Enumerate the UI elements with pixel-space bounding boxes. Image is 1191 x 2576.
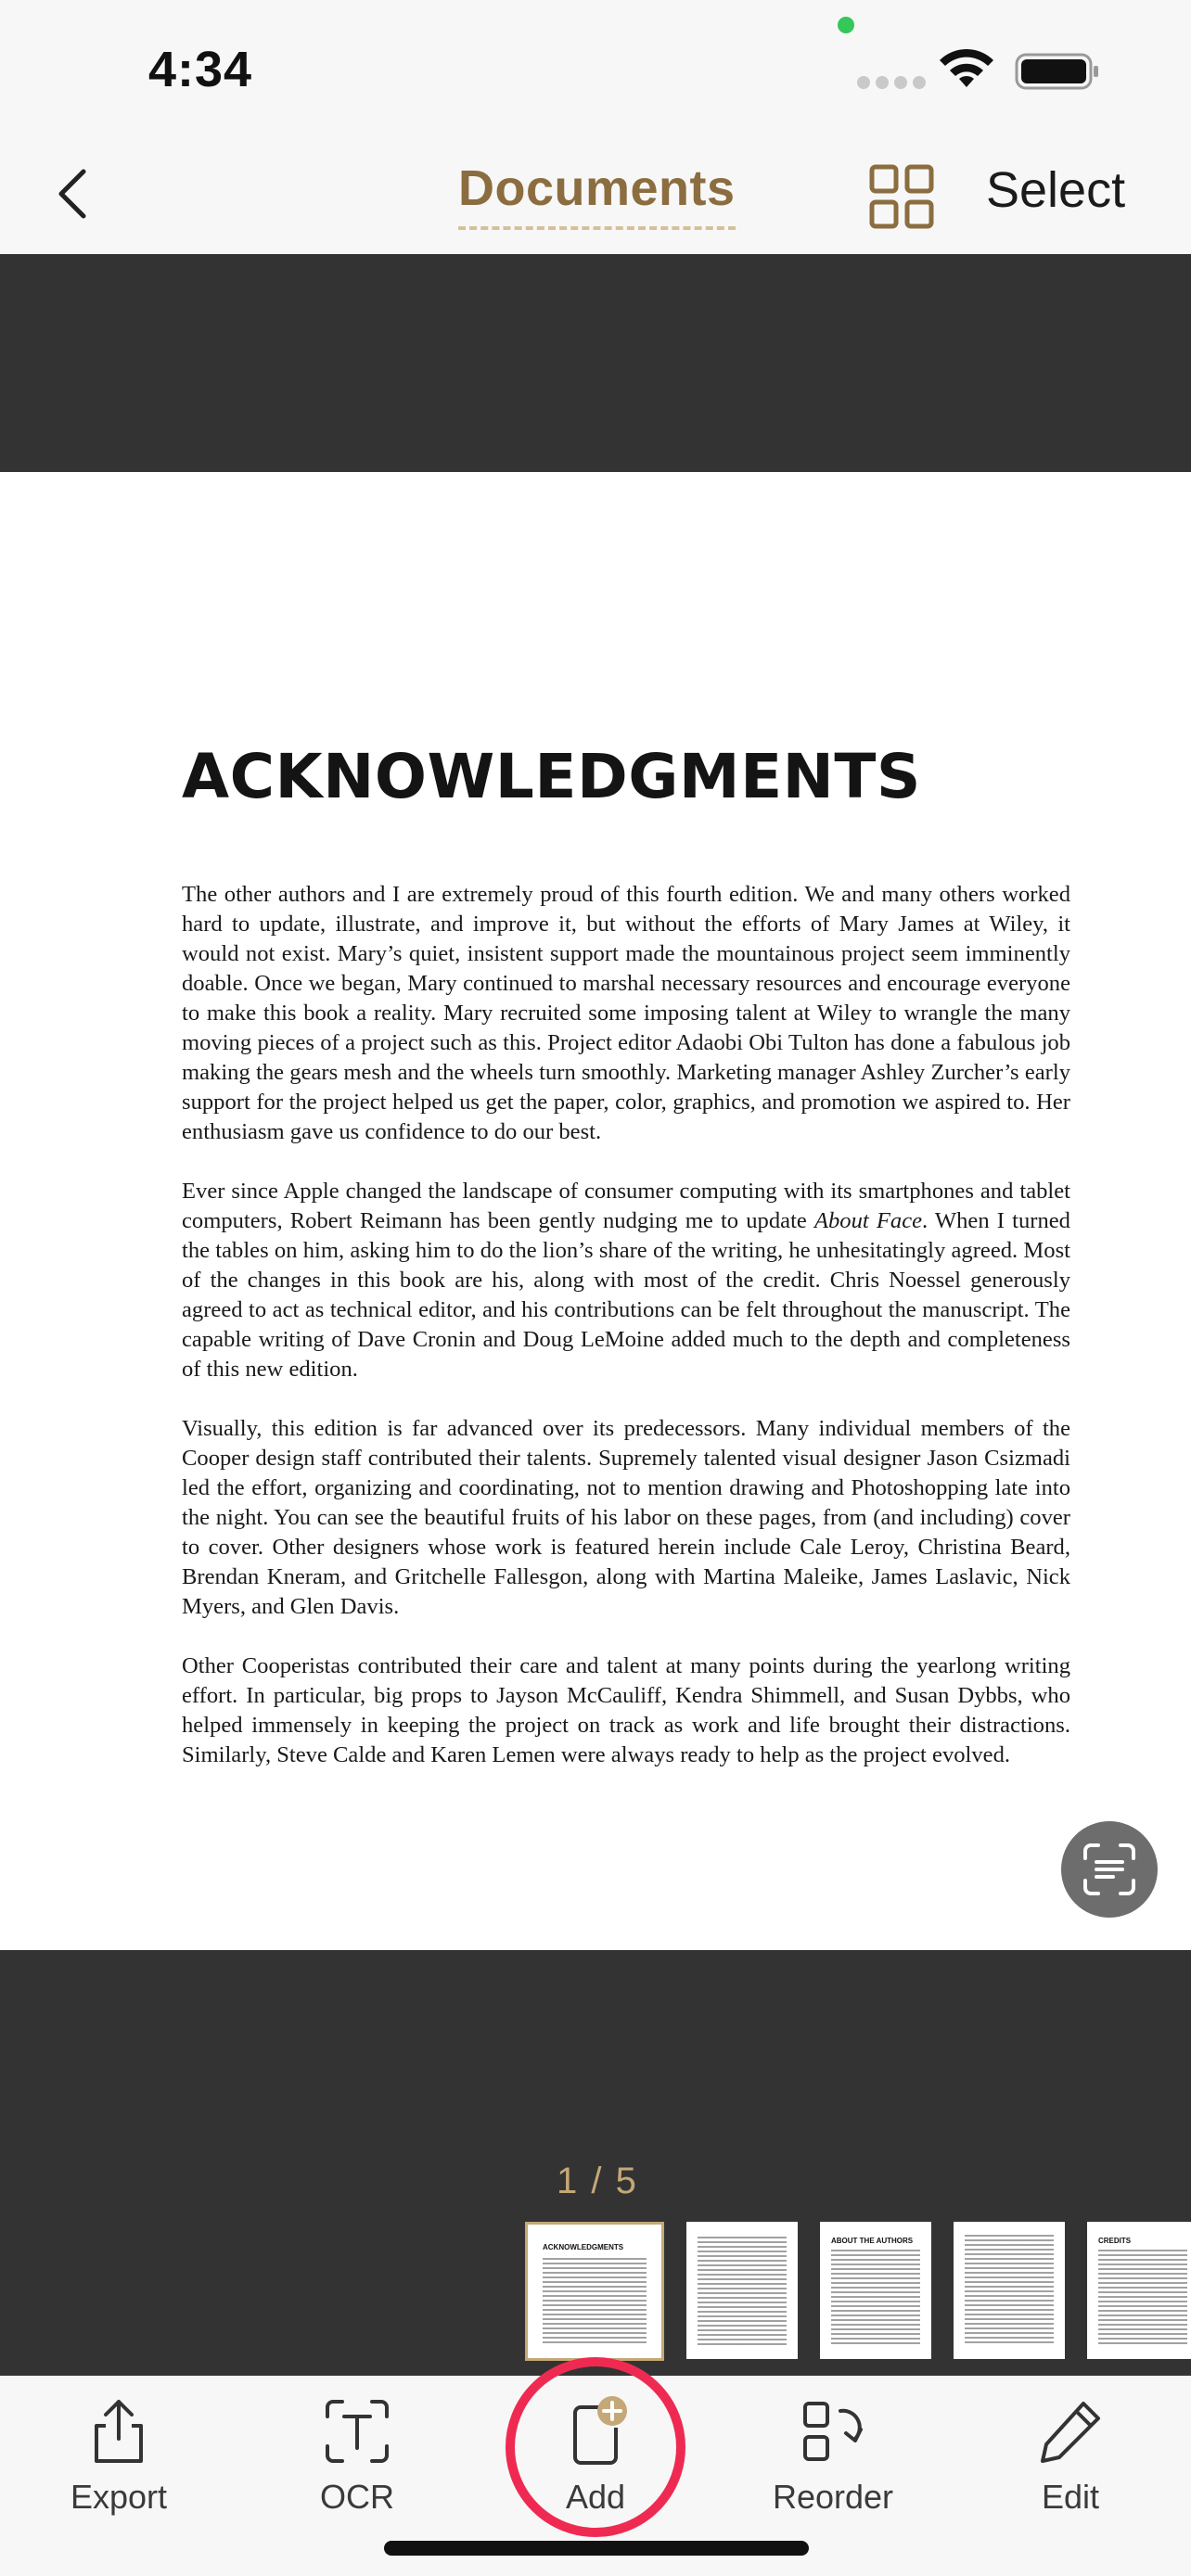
document-viewer[interactable] [0, 254, 1191, 2376]
pencil-icon [1035, 2396, 1106, 2467]
cellular-signal-icon [857, 76, 926, 89]
page-thumbnail-5[interactable] [1087, 2222, 1191, 2359]
share-icon [83, 2396, 154, 2467]
thumbnail-text-lines [543, 2258, 647, 2345]
document-heading: ACKNOWLEDGMENTS [182, 741, 921, 812]
select-button[interactable]: Select [986, 162, 1126, 218]
camera-indicator-icon [838, 17, 854, 33]
page-thumbnail-4[interactable] [954, 2222, 1065, 2359]
edit-label: Edit [1041, 2478, 1100, 2516]
wifi-icon [937, 46, 996, 91]
add-label: Add [565, 2478, 626, 2516]
battery-icon [1015, 52, 1100, 91]
page-thumbnail-strip[interactable] [525, 2222, 1191, 2361]
page-thumbnail-2[interactable] [686, 2222, 798, 2359]
paragraph: Visually, this edition is far advanced over its predecessors. Many individual members of the Cooper design staff contributed their talents. Supremely talented visual designer Jason Csizmadi led the effort, organizing and coordinating, not to mention drawing and Photoshopping late into the night. You can see the beautiful fruits of his labor on these pages, from (and including) cover to cover. Other designers whose work is featured herein include Cale Leroy, Christina Beard, Brendan Kneram, and Gritchelle Fallesgon, along with Martina Maleike, James Laslavic, Nick Myers, and Glen Davis. [182, 1416, 1070, 1619]
thumbnail-title: CREDITS [1098, 2237, 1132, 2245]
add-button-highlight-circle [506, 2357, 685, 2537]
back-button[interactable] [45, 161, 100, 226]
thumbnail-text-lines [831, 2250, 920, 2346]
paragraph: Ever since Apple changed the landscape of consumer computing with its smartphones and tablet computers, Robert Reimann has been gently nudging me to update About Face. When I turned the tables on him, asking him to do the lion’s share of the writing, he unhesitatingly agreed. Most of the changes in this book are his, along with most of the credit. Chris Noessel generously agreed to act as technical editor, and his contributions can be felt throughout the manuscript. The capable writing of Dave Cronin and Doug LeMoine added much to the depth and completeness of this new edition. [182, 1179, 1070, 1382]
paragraph: Other Cooperistas contributed their care and talent at many points during the yearlong writing effort. In particular, big props to Jayson McCauliff, Kendra Shimmell, and Susan Dybbs, who helped immensely in keeping the project on track as work and life brought their distractions. Similarly, Steve Calde and Karen Lemen were always ready to help as the project evolved. [182, 1653, 1070, 1767]
thumbnail-text-lines [1098, 2250, 1187, 2346]
page-thumbnail-1[interactable] [525, 2222, 664, 2361]
text-recognition-button[interactable] [1061, 1821, 1158, 1918]
thumbnail-title: ABOUT THE AUTHORS [831, 2237, 914, 2245]
text-scan-icon [1082, 1842, 1137, 1897]
ocr-text-icon [322, 2396, 392, 2467]
book-title-emphasis: About Face [813, 1208, 923, 1233]
thumbnail-title: ACKNOWLEDGMENTS [543, 2243, 624, 2251]
thumbnail-text-lines [965, 2235, 1054, 2346]
documents-title-button[interactable]: Documents [458, 159, 736, 230]
chevron-left-icon [56, 168, 89, 220]
document-page[interactable] [0, 472, 1191, 1950]
home-indicator[interactable] [384, 2541, 809, 2556]
document-body [182, 880, 1070, 1800]
ocr-button[interactable] [264, 2396, 450, 2517]
reorder-button[interactable] [740, 2396, 926, 2517]
edit-button[interactable] [978, 2396, 1163, 2517]
export-button[interactable] [26, 2396, 211, 2517]
status-time: 4:34 [148, 42, 253, 97]
reorder-label: Reorder [772, 2478, 894, 2516]
export-label: Export [70, 2478, 168, 2516]
thumbnail-text-lines [698, 2237, 787, 2346]
reorder-icon [798, 2396, 868, 2467]
status-bar [0, 0, 1191, 139]
page-thumbnail-3[interactable] [820, 2222, 931, 2359]
grid-view-icon[interactable] [868, 163, 935, 230]
ocr-label: OCR [320, 2478, 394, 2516]
page-counter: 1 / 5 [557, 2161, 638, 2201]
paragraph: The other authors and I are extremely proud of this fourth edition. We and many others worked hard to update, illustrate, and improve it, but without the efforts of Mary James at Wiley, it would not exist. Mary’s quiet, insistent support made the mountainous project seem imminently doable. Once we began, Mary continued to marshal necessary resources and encourage everyone to make this book a reality. Mary recruited some imposing talent at Wiley to wrangle the many moving pieces of a project such as this. Project editor Adaobi Obi Tulton has done a fabulous job making the gears mesh and the wheels turn smoothly. Marketing manager Ashley Zurcher’s early support for the project helped us get the paper, color, graphics, and promotion we aspired to. Her enthusiasm gave us confidence to do our best. [182, 882, 1070, 1144]
navigation-bar [0, 139, 1191, 254]
